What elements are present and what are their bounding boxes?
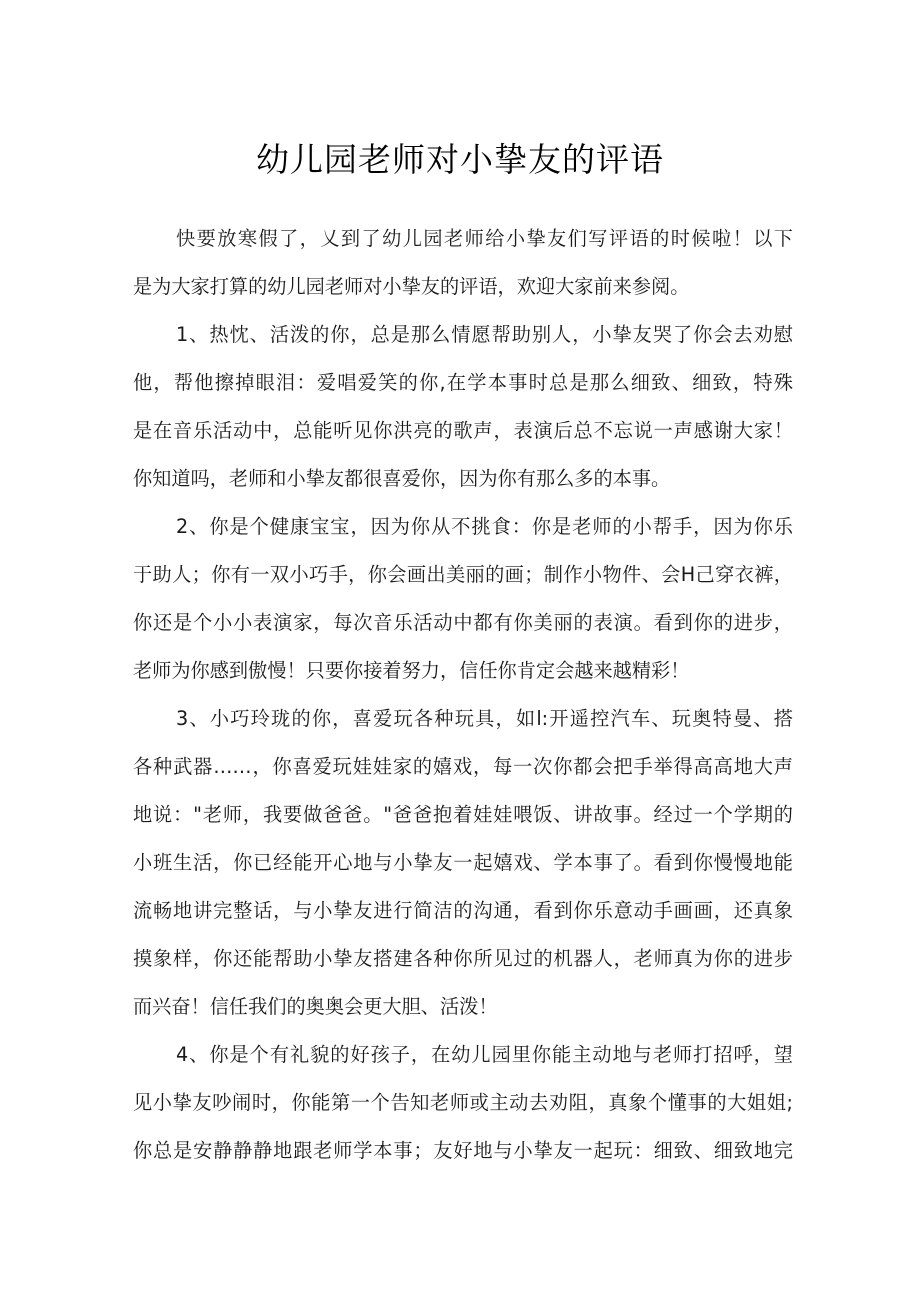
paragraph-2-line-4: 老师为你感到傲慢！只要你接着努力，信任你肯定会越来越精彩！: [133, 659, 690, 682]
paragraph-3-line-4: 小班生活，你已经能开心地与小挚友一起嬉戏、学本事了。看到你慢慢地能: [133, 851, 793, 874]
paragraph-3-line-5: 流畅地讲完整话，与小挚友进行简洁的沟通，看到你乐意动手画画，还真象: [133, 899, 793, 922]
paragraph-3-line-3: 地说："老师，我要做爸爸。"爸爸抱着娃娃喂饭、讲故事。经过一个学期的: [133, 803, 793, 826]
paragraph-1-line-3: 是在音乐活动中，总能听见你洪亮的歌声，表演后总不忘说一声感谢大家！: [133, 419, 793, 442]
paragraph-2-line-2: 于助人；你有一双小巧手，你会画出美丽的画；制作小物件、会H己穿衣裤，: [133, 563, 793, 586]
paragraph-2-line-3: 你还是个小小表演家，每次音乐活动中都有你美丽的表演。看到你的进步，: [133, 611, 793, 634]
paragraph-3-line-2: 各种武器……，你喜爱玩娃娃家的嬉戏，每一次你都会把手举得高高地大声: [133, 755, 793, 778]
paragraph-1-line-1: 1、热忱、活泼的你，总是那么情愿帮助别人，小挚友哭了你会去劝慰: [176, 323, 793, 346]
paragraph-2-line-1: 2、你是个健康宝宝，因为你从不挑食：你是老师的小帮手，因为你乐: [176, 515, 793, 538]
paragraph-4-line-3: 你总是安静静静地跟老师学本事；友好地与小挚友一起玩：细致、细致地完: [133, 1139, 793, 1162]
paragraph-1-line-4: 你知道吗，老师和小挚友都很喜爱你，因为你有那么多的本事。: [133, 467, 671, 490]
paragraph-intro-line-1: 快要放寒假了，乂到了幼儿园老师给小挚友们写评语的时候啦！以下: [176, 227, 793, 250]
paragraph-3-line-6: 摸象样，你还能帮助小挚友搭建各种你所见过的机器人，老师真为你的进步: [133, 947, 793, 970]
paragraph-3-line-1: 3、小巧玲珑的你，喜爱玩各种玩具，如l:开遥控汽车、玩奥特曼、搭: [176, 707, 793, 730]
document-title: 幼儿园老师对小挚友的评语: [256, 140, 664, 179]
paragraph-intro-line-2: 是为大家打算的幼儿园老师对小挚友的评语，欢迎大家前来参阅。: [133, 275, 690, 298]
paragraph-3-line-7: 而兴奋！信任我们的奥奥会更大胆、活泼！: [133, 995, 498, 1018]
paragraph-1-line-2: 他，帮他擦掉眼泪：爱唱爱笑的你,在学本事时总是那么细致、细致，特殊: [133, 371, 793, 394]
paragraph-4-line-2: 见小挚友吵闹时，你能第一个告知老师或主动去劝阻，真象个懂事的大姐姐;: [133, 1091, 793, 1114]
paragraph-4-line-1: 4、你是个有礼貌的好孩子，在幼儿园里你能主动地与老师打招呼，望: [176, 1043, 793, 1066]
